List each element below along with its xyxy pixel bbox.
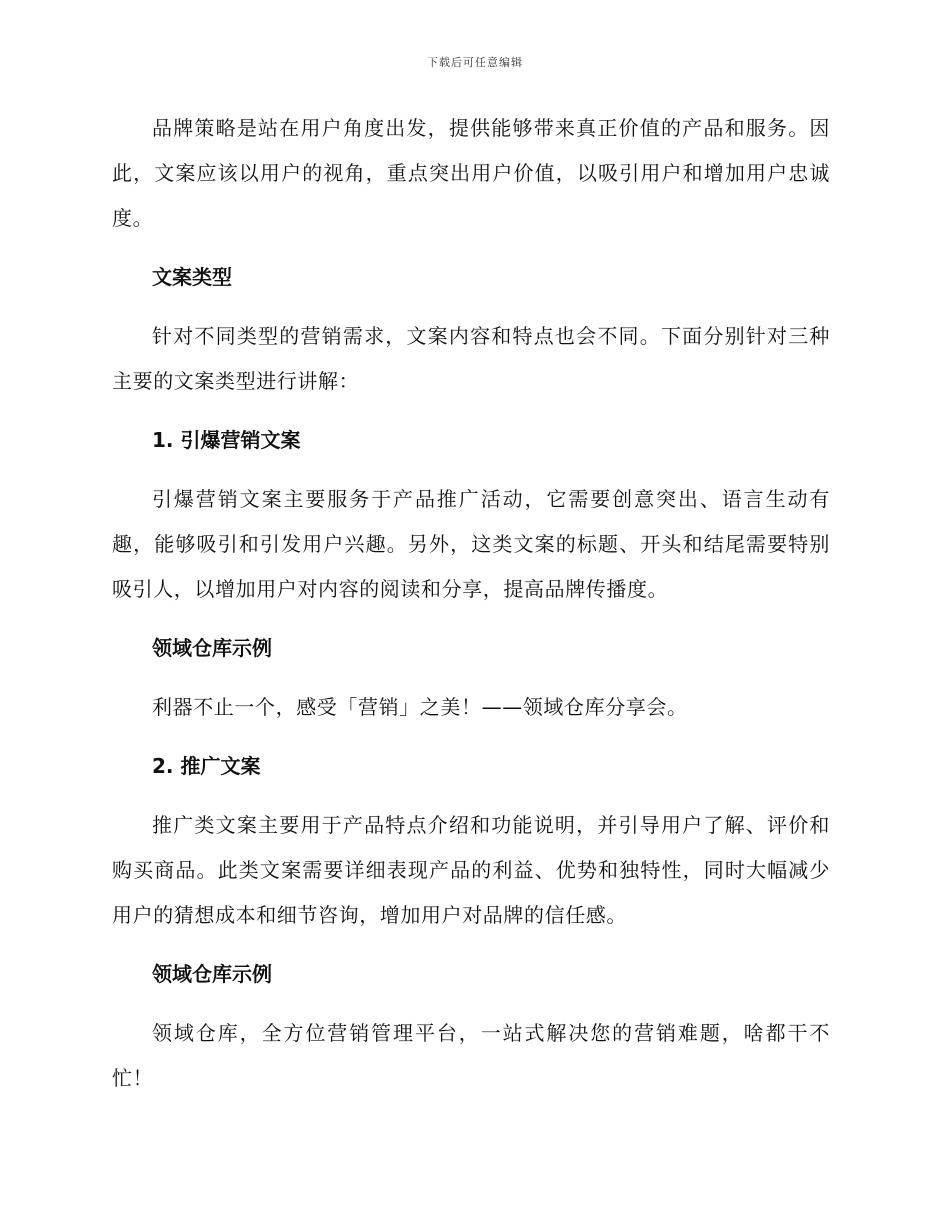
heading-example-2: 领域仓库示例: [152, 962, 272, 986]
paragraph-copy-types-intro: 针对不同类型的营销需求，文案内容和特点也会不同。下面分别针对三种主要的文案类型进行讲解：: [112, 324, 830, 393]
paragraph-viral-marketing-copy: 引爆营销文案主要服务于产品推广活动，它需要创意突出、语言生动有趣，能够吸引和引发用户兴趣。另外，这类文案的标题、开头和结尾需要特别吸引人，以增加用户对内容的阅读和分享，提高品牌传播度。: [112, 487, 830, 601]
heading-viral-marketing-copy: 1. 引爆营销文案: [152, 428, 301, 452]
paragraph-example-1: 利器不止一个，感受「营销」之美！——领域仓库分享会。: [152, 695, 688, 719]
paragraph-example-2: 领域仓库，全方位营销管理平台，一站式解决您的营销难题，啥都干不忙！: [112, 1021, 830, 1090]
paragraph-brand-strategy: 品牌策略是站在用户角度出发，提供能够带来真正价值的产品和服务。因此，文案应该以用户的视角，重点突出用户价值，以吸引用户和增加用户忠诚度。: [112, 116, 830, 230]
heading-copy-types: 文案类型: [152, 265, 232, 289]
heading-promotion-copy: 2. 推广文案: [152, 754, 261, 778]
paragraph-promotion-copy: 推广类文案主要用于产品特点介绍和功能说明，并引导用户了解、评价和购买商品。此类文案需要详细表现产品的利益、优势和独特性，同时大幅减少用户的猜想成本和细节咨询，增加用户对品牌的信任感。: [112, 813, 830, 927]
page-header: 下载后可任意编辑: [427, 56, 523, 69]
document-body: [112, 106, 830, 1115]
heading-example-1: 领域仓库示例: [152, 636, 272, 660]
